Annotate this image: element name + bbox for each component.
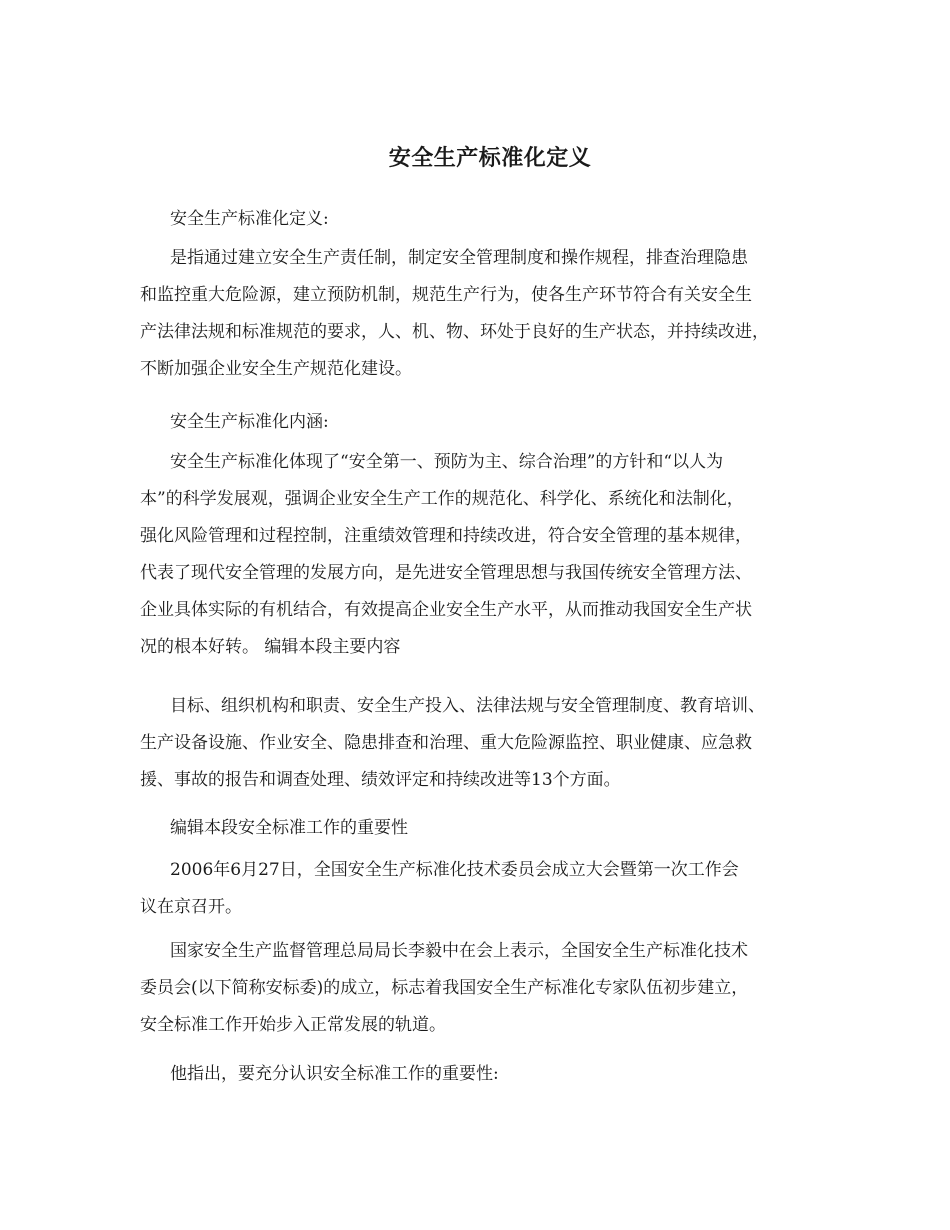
text-line: 委员会(以下简称安标委)的成立，标志着我国安全生产标准化专家队伍初步建立，	[140, 978, 749, 998]
text-line: 2006年6月27日，全国安全生产标准化技术委员会成立大会暨第一次工作会	[170, 860, 739, 880]
paragraph-director-statement	[140, 933, 840, 1044]
text-line: 安全生产标准化定义:	[170, 209, 329, 229]
paragraph-importance-heading	[140, 810, 840, 847]
text-line: 议在京召开。	[140, 897, 242, 917]
text-line: 安全生产标准化体现了“安全第一、预防为主、综合治理”的方针和“以人为	[170, 452, 724, 472]
text-line: 和监控重大危险源，建立预防机制，规范生产行为，使各生产环节符合有关安全生	[140, 285, 752, 305]
text-line: 援、事故的报告和调查处理、绩效评定和持续改进等13个方面。	[140, 770, 621, 790]
text-line: 本”的科学发展观，强调企业安全生产工作的规范化、科学化、系统化和法制化，	[140, 489, 744, 509]
text-line: 安全生产标准化内涵:	[170, 412, 329, 432]
document-title: 安全生产标准化定义	[388, 145, 592, 171]
text-line: 代表了现代安全管理的发展方向，是先进安全管理思想与我国传统安全管理方法、	[140, 563, 752, 583]
text-line: 产法律法规和标准规范的要求，人、机、物、环处于良好的生产状态，并持续改进，	[140, 322, 769, 342]
paragraph-definition-heading	[140, 201, 840, 238]
paragraph-meeting-date	[140, 852, 840, 926]
text-line: 他指出，要充分认识安全标准工作的重要性:	[170, 1064, 499, 1084]
paragraph-connotation-heading	[140, 404, 840, 441]
text-line: 国家安全生产监督管理总局局长李毅中在会上表示，全国安全生产标准化技术	[170, 941, 748, 961]
text-line: 不断加强企业安全生产规范化建设。	[140, 359, 412, 379]
paragraph-closing	[140, 1056, 840, 1093]
text-line: 目标、组织机构和职责、安全生产投入、法律法规与安全管理制度、教育培训、	[170, 696, 765, 716]
text-line: 强化风险管理和过程控制，注重绩效管理和持续改进，符合安全管理的基本规律，	[140, 526, 752, 546]
paragraph-connotation-body	[140, 444, 840, 666]
text-line: 生产设备设施、作业安全、隐患排查和治理、重大危险源监控、职业健康、应急救	[140, 733, 752, 753]
text-line: 企业具体实际的有机结合，有效提高企业安全生产水平，从而推动我国安全生产状	[140, 600, 752, 620]
text-line: 编辑本段安全标准工作的重要性	[170, 818, 408, 838]
paragraph-main-content	[140, 688, 840, 799]
paragraph-definition-body	[140, 240, 840, 388]
text-line: 况的根本好转。 编辑本段主要内容	[140, 637, 401, 657]
text-line: 安全标准工作开始步入正常发展的轨道。	[140, 1015, 446, 1035]
text-line: 是指通过建立安全生产责任制，制定安全管理制度和操作规程，排查治理隐患	[170, 248, 748, 268]
